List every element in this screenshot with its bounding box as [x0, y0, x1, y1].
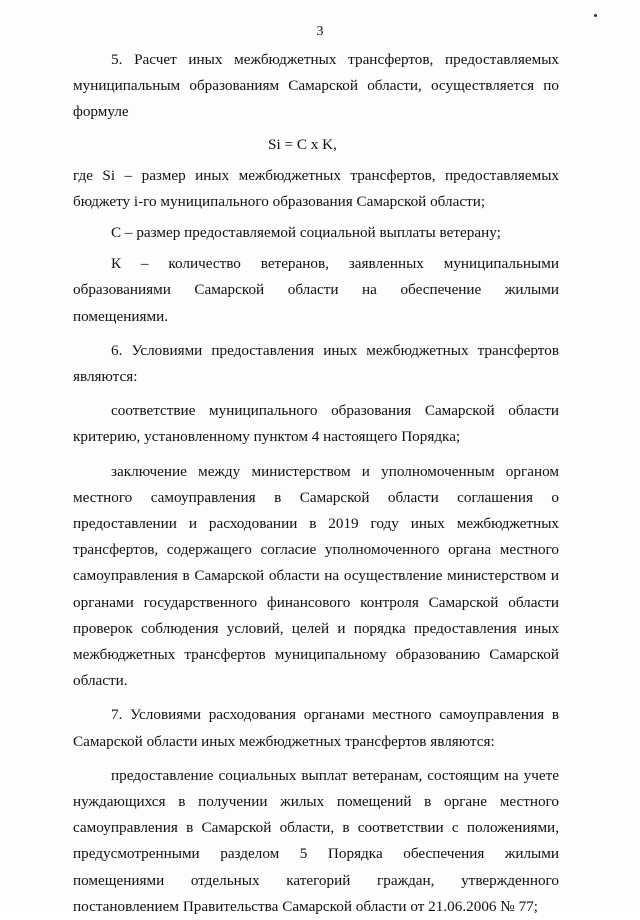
paragraph-k-definition-line1 [73, 251, 559, 277]
k-word-2: – [140, 255, 149, 273]
paragraph-conditions-provision: 6. Условиями предоставления иных межбюджетных трансфертов являются: [73, 341, 559, 386]
paragraph-social-payments: предоставление социальных выплат ветеранам, состоящим на учете нуждающихся в получении жилых помещений в органе местного самоуправления в Самарской области, в соответствии с положениями, предусмотренными разделом 5 Порядка обеспечения жилыми помещениями отдельных категорий граждан, утвержденного постановлением Правительства Самарской области от 21.06.2006 № 77; [73, 766, 559, 915]
paragraph-criterion: соответствие муниципального образования Самарской области критерию, установленному пунктом 4 настоящего Порядка; [73, 402, 559, 446]
k-word-1: К [111, 255, 122, 273]
k-word-6: муниципальными [443, 255, 559, 273]
k-word-4: ветеранов, [260, 255, 329, 273]
paragraph-si-definition: где Si – размер иных межбюджетных трансфертов, предоставляемых бюджету i-го муниципального образования Самарской области; [73, 166, 559, 210]
document-body [73, 47, 559, 920]
paragraph-conditions-spending: 7. Условиями расходования органами местного самоуправления в Самарской области иных межбюджетных трансфертов являются: [73, 706, 559, 750]
paragraph-c-definition: С – размер предоставляемой социальной выплаты ветерану; [111, 224, 501, 242]
page-number: 3 [316, 24, 324, 39]
paragraph-calculation: 5. Расчет иных межбюджетных трансфертов, предоставляемых муниципальным образованиям Самарской области, осуществляется по формуле [73, 51, 559, 121]
formula: Si = C x K, [268, 135, 337, 153]
paragraph-agreement: заключение между министерством и уполномоченным органом местного самоуправления в Самарской области соглашения о предоставлении и расходовании в 2019 году иных межбюджетных трансфертов, содержащего согласие уполномоченного органа местного самоуправления в Самарской области на осуществление министерством и органами государственного финансового контроля Самарской области проверок соблюдения условий, целей и порядка предоставления иных межбюджетных трансфертов муниципальному образованию Самарской области. [73, 462, 559, 690]
k-word-3: количество [168, 255, 241, 273]
k-word-5: заявленных [348, 255, 424, 273]
paragraph-k-definition-rest: образованиями Самарской области на обеспечение жилыми помещениями. [73, 281, 559, 325]
scan-speck [594, 14, 597, 17]
